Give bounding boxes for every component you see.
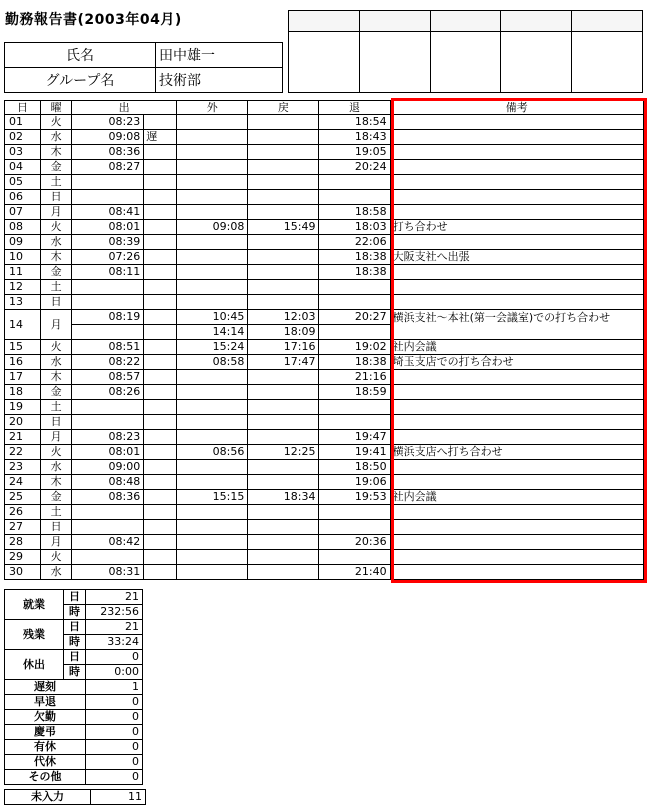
clock-out-cell[interactable]: 19:06 [319,475,390,490]
clock-in-cell[interactable]: 08:48 [72,475,144,490]
weekday-cell: 水 [41,130,72,145]
clock-out-cell[interactable] [319,505,390,520]
clock-out-cell[interactable] [319,295,390,310]
back-time-cell[interactable] [248,520,319,535]
late-mark-cell [144,430,177,445]
late-mark-cell [144,235,177,250]
remarks-highlight [391,98,647,583]
stamp-cell[interactable] [289,32,360,93]
late-mark-cell: 遅 [144,130,177,145]
late-mark-cell [144,310,177,325]
day-label: 日 [64,590,86,605]
clock-in-cell[interactable]: 08:36 [72,145,144,160]
day-cell: 28 [5,535,41,550]
back-time-cell[interactable]: 17:47 [248,355,319,370]
back-time-cell[interactable] [248,385,319,400]
weekday-cell: 木 [41,370,72,385]
back-time-cell[interactable] [248,475,319,490]
late-mark-cell [144,505,177,520]
work-label: 就業 [5,590,64,620]
day-cell: 05 [5,175,41,190]
late-mark-cell [144,490,177,505]
clock-out-cell[interactable]: 19:47 [319,430,390,445]
out-time-cell[interactable] [177,535,248,550]
back-time-cell[interactable] [248,265,319,280]
weekday-cell: 月 [41,430,72,445]
weekday-cell: 金 [41,490,72,505]
clock-in-cell[interactable]: 08:42 [72,535,144,550]
day-cell: 21 [5,430,41,445]
day-cell: 03 [5,145,41,160]
late-mark-cell [144,445,177,460]
weekday-cell: 火 [41,550,72,565]
back-time-cell[interactable] [248,295,319,310]
clock-out-cell[interactable]: 20:24 [319,160,390,175]
header-day: 日 [5,101,41,115]
weekday-cell: 火 [41,340,72,355]
back-time-cell[interactable] [248,550,319,565]
weekday-cell: 土 [41,175,72,190]
weekday-cell: 金 [41,160,72,175]
clock-out-cell[interactable] [319,190,390,205]
back-time-cell[interactable] [248,280,319,295]
back-time-cell[interactable] [248,250,319,265]
weekday-cell: 日 [41,520,72,535]
day-cell: 16 [5,355,41,370]
clock-in-cell[interactable] [72,190,144,205]
clock-out-cell[interactable] [319,415,390,430]
late-mark-cell [144,280,177,295]
clock-out-cell[interactable]: 22:06 [319,235,390,250]
summary-item-label: 欠勤 [5,710,86,725]
hol-days: 0 [86,650,143,665]
weekday-cell: 月 [41,535,72,550]
clock-in-cell[interactable] [72,550,144,565]
stamp-cell[interactable] [501,32,572,93]
weekday-cell: 水 [41,235,72,250]
back-time-cell[interactable] [248,205,319,220]
clock-out-cell[interactable]: 20:36 [319,535,390,550]
clock-in-cell[interactable] [72,400,144,415]
back-time-cell[interactable] [248,370,319,385]
out-time-cell[interactable] [177,370,248,385]
clock-out-cell[interactable] [319,400,390,415]
out-time-cell[interactable] [177,115,248,130]
back-time-cell[interactable]: 12:03 [248,310,319,325]
stamp-cell[interactable] [359,32,430,93]
back-time-cell[interactable] [248,565,319,580]
out-time-cell[interactable] [177,130,248,145]
clock-out-cell[interactable] [319,550,390,565]
out-time-cell[interactable]: 15:24 [177,340,248,355]
missing-entries [4,789,146,805]
weekday-cell: 日 [41,295,72,310]
late-mark-cell [144,220,177,235]
out-time-cell[interactable]: 14:14 [177,325,248,340]
late-mark-cell [144,535,177,550]
day-cell: 07 [5,205,41,220]
group-value[interactable]: 技術部 [156,68,283,93]
summary-item-value: 0 [86,755,143,770]
remarks-cell[interactable]: 社内会議 [390,490,643,505]
ot-time: 33:24 [86,635,143,650]
remarks-cell[interactable]: 横浜支店へ打ち合わせ [390,445,643,460]
day-cell: 25 [5,490,41,505]
summary-table [4,589,143,785]
day-cell: 23 [5,460,41,475]
late-mark-cell [144,565,177,580]
remarks-cell[interactable]: 横浜支社～本社(第一会議室)での打ち合わせ [390,310,643,340]
day-cell: 13 [5,295,41,310]
stamp-header-cell [430,11,501,32]
clock-out-cell[interactable]: 18:43 [319,130,390,145]
out-time-cell[interactable] [177,550,248,565]
name-value[interactable]: 田中雄一 [156,43,283,68]
summary-item-value: 0 [86,710,143,725]
clock-out-cell[interactable] [319,280,390,295]
day-cell: 14 [5,310,41,340]
stamp-header-cell [572,11,643,32]
clock-in-cell[interactable] [72,175,144,190]
summary-item-value: 1 [86,680,143,695]
header-in: 出 [72,101,177,115]
clock-out-cell[interactable]: 18:54 [319,115,390,130]
weekday-cell: 月 [41,205,72,220]
back-time-cell[interactable] [248,160,319,175]
work-days: 21 [86,590,143,605]
out-time-cell[interactable] [177,505,248,520]
summary-item-label: 有休 [5,740,86,755]
day-cell: 20 [5,415,41,430]
stamp-header-cell [289,11,360,32]
group-label: グループ名 [5,68,156,93]
weekday-cell: 土 [41,505,72,520]
out-time-cell[interactable] [177,175,248,190]
summary-item-label: 代休 [5,755,86,770]
clock-out-cell[interactable]: 21:40 [319,565,390,580]
clock-in-cell[interactable]: 08:41 [72,205,144,220]
late-mark-cell [144,400,177,415]
late-mark-cell [144,550,177,565]
header-weekday: 曜 [41,101,72,115]
back-time-cell[interactable]: 18:09 [248,325,319,340]
back-time-cell[interactable] [248,115,319,130]
day-cell: 04 [5,160,41,175]
holiday-label: 休出 [5,650,64,680]
clock-in-cell[interactable] [72,520,144,535]
clock-out-cell[interactable]: 19:05 [319,145,390,160]
clock-in-cell[interactable]: 08:39 [72,235,144,250]
work-time: 232:56 [86,605,143,620]
clock-in-cell[interactable] [72,505,144,520]
stamp-cell[interactable] [572,32,643,93]
late-mark-cell [144,175,177,190]
stamp-header-cell [501,11,572,32]
out-time-cell[interactable] [177,430,248,445]
weekday-cell: 水 [41,355,72,370]
back-time-cell[interactable] [248,175,319,190]
day-cell: 06 [5,190,41,205]
summary-item-value: 0 [86,770,143,785]
late-mark-cell [144,520,177,535]
late-mark-cell [144,370,177,385]
late-mark-cell [144,355,177,370]
late-mark-cell [144,115,177,130]
out-time-cell[interactable]: 15:15 [177,490,248,505]
out-time-cell[interactable] [177,295,248,310]
late-mark-cell [144,265,177,280]
summary-item-value: 0 [86,725,143,740]
name-label: 氏名 [5,43,156,68]
out-time-cell[interactable] [177,160,248,175]
out-time-cell[interactable] [177,205,248,220]
clock-out-cell[interactable]: 19:53 [319,490,390,505]
back-time-cell[interactable] [248,130,319,145]
summary-item-value: 0 [86,740,143,755]
day-label: 日 [64,620,86,635]
back-time-cell[interactable] [248,235,319,250]
out-time-cell[interactable] [177,475,248,490]
late-mark-cell [144,250,177,265]
weekday-cell: 日 [41,190,72,205]
clock-in-cell[interactable]: 09:08 [72,130,144,145]
clock-out-cell[interactable]: 21:16 [319,370,390,385]
header-out: 外 [177,101,248,115]
clock-out-cell[interactable]: 19:02 [319,340,390,355]
overtime-label: 残業 [5,620,64,650]
summary-item-label: その他 [5,770,86,785]
day-cell: 18 [5,385,41,400]
time-label: 時 [64,635,86,650]
out-time-cell[interactable] [177,250,248,265]
weekday-cell: 金 [41,385,72,400]
day-cell: 11 [5,265,41,280]
day-cell: 15 [5,340,41,355]
clock-in-cell[interactable]: 08:22 [72,355,144,370]
back-time-cell[interactable] [248,430,319,445]
clock-in-cell[interactable]: 08:57 [72,370,144,385]
weekday-cell: 火 [41,220,72,235]
weekday-cell: 木 [41,250,72,265]
weekday-cell: 火 [41,445,72,460]
back-time-cell[interactable] [248,505,319,520]
time-label: 時 [64,605,86,620]
day-cell: 30 [5,565,41,580]
clock-out-cell[interactable]: 18:38 [319,355,390,370]
late-mark-cell [144,205,177,220]
day-cell: 17 [5,370,41,385]
day-cell: 22 [5,445,41,460]
hol-time: 0:00 [86,665,143,680]
header-back: 戻 [248,101,319,115]
day-cell: 24 [5,475,41,490]
weekday-cell: 土 [41,400,72,415]
out-time-cell[interactable] [177,400,248,415]
clock-out-cell[interactable]: 18:38 [319,250,390,265]
back-time-cell[interactable] [248,415,319,430]
out-time-cell[interactable]: 08:56 [177,445,248,460]
weekday-cell: 木 [41,475,72,490]
clock-out-cell[interactable]: 18:03 [319,220,390,235]
day-label: 日 [64,650,86,665]
summary-item-value: 0 [86,695,143,710]
late-mark-cell [144,325,177,340]
out-time-cell[interactable] [177,385,248,400]
clock-in-cell[interactable]: 08:23 [72,430,144,445]
day-cell: 27 [5,520,41,535]
remarks-cell[interactable]: 社内会議 [390,340,643,355]
clock-in-cell[interactable] [72,415,144,430]
late-mark-cell [144,160,177,175]
clock-out-cell[interactable]: 18:38 [319,265,390,280]
weekday-cell: 木 [41,145,72,160]
out-time-cell[interactable] [177,460,248,475]
stamp-header-cell [359,11,430,32]
clock-out-cell[interactable] [319,175,390,190]
out-time-cell[interactable] [177,265,248,280]
missing-label: 未入力 [5,790,91,805]
day-cell: 01 [5,115,41,130]
clock-in-cell[interactable] [72,325,144,340]
back-time-cell[interactable] [248,400,319,415]
clock-out-cell[interactable] [319,520,390,535]
approval-stamp-grid [288,10,643,93]
summary-item-label: 慶弔 [5,725,86,740]
out-time-cell[interactable] [177,520,248,535]
out-time-cell[interactable] [177,565,248,580]
day-cell: 12 [5,280,41,295]
late-mark-cell [144,340,177,355]
back-time-cell[interactable] [248,460,319,475]
weekday-cell: 月 [41,310,72,340]
day-cell: 02 [5,130,41,145]
day-cell: 26 [5,505,41,520]
day-cell: 29 [5,550,41,565]
back-time-cell[interactable]: 15:49 [248,220,319,235]
out-time-cell[interactable] [177,235,248,250]
clock-out-cell[interactable]: 20:27 [319,310,390,325]
header-remarks: 備考 [390,101,643,115]
clock-in-cell[interactable] [72,295,144,310]
clock-in-cell[interactable]: 09:00 [72,460,144,475]
employee-info [4,42,283,93]
clock-in-cell[interactable]: 08:36 [72,490,144,505]
day-cell: 09 [5,235,41,250]
out-time-cell[interactable]: 09:08 [177,220,248,235]
clock-in-cell[interactable]: 08:51 [72,340,144,355]
clock-in-cell[interactable]: 08:31 [72,565,144,580]
remarks-cell[interactable]: 大阪支社へ出張 [390,250,643,265]
back-time-cell[interactable] [248,190,319,205]
clock-out-cell[interactable]: 18:59 [319,385,390,400]
weekday-cell: 土 [41,280,72,295]
back-time-cell[interactable] [248,535,319,550]
remarks-cell[interactable]: 埼玉支店での打ち合わせ [390,355,643,370]
weekday-cell: 水 [41,460,72,475]
summary-item-label: 遅刻 [5,680,86,695]
clock-in-cell[interactable]: 08:26 [72,385,144,400]
back-time-cell[interactable]: 17:16 [248,340,319,355]
report-title: 勤務報告書(2003年04月) [5,12,182,28]
clock-out-cell[interactable]: 18:50 [319,460,390,475]
back-time-cell[interactable]: 18:34 [248,490,319,505]
header-leave: 退 [319,101,390,115]
late-mark-cell [144,295,177,310]
back-time-cell[interactable] [248,145,319,160]
out-time-cell[interactable] [177,280,248,295]
late-mark-cell [144,385,177,400]
time-label: 時 [64,665,86,680]
weekday-cell: 火 [41,115,72,130]
weekday-cell: 金 [41,265,72,280]
clock-in-cell[interactable]: 07:26 [72,250,144,265]
missing-value: 11 [91,790,146,805]
late-mark-cell [144,190,177,205]
ot-days: 21 [86,620,143,635]
back-time-cell[interactable]: 12:25 [248,445,319,460]
day-cell: 10 [5,250,41,265]
summary-item-label: 早退 [5,695,86,710]
clock-out-cell[interactable] [319,325,390,340]
day-cell: 19 [5,400,41,415]
remarks-cell[interactable]: 打ち合わせ [390,220,643,235]
clock-in-cell[interactable]: 08:11 [72,265,144,280]
out-time-cell[interactable]: 08:58 [177,355,248,370]
clock-out-cell[interactable]: 18:58 [319,205,390,220]
clock-in-cell[interactable]: 08:27 [72,160,144,175]
out-time-cell[interactable] [177,145,248,160]
late-mark-cell [144,415,177,430]
weekday-cell: 水 [41,565,72,580]
out-time-cell[interactable]: 10:45 [177,310,248,325]
clock-in-cell[interactable]: 08:01 [72,220,144,235]
stamp-cell[interactable] [430,32,501,93]
day-cell: 08 [5,220,41,235]
late-mark-cell [144,145,177,160]
out-time-cell[interactable] [177,415,248,430]
late-mark-cell [144,475,177,490]
weekday-cell: 日 [41,415,72,430]
out-time-cell[interactable] [177,190,248,205]
late-mark-cell [144,460,177,475]
clock-in-cell[interactable]: 08:19 [72,310,144,325]
clock-out-cell[interactable]: 19:41 [319,445,390,460]
clock-in-cell[interactable]: 08:01 [72,445,144,460]
clock-in-cell[interactable]: 08:23 [72,115,144,130]
clock-in-cell[interactable] [72,280,144,295]
